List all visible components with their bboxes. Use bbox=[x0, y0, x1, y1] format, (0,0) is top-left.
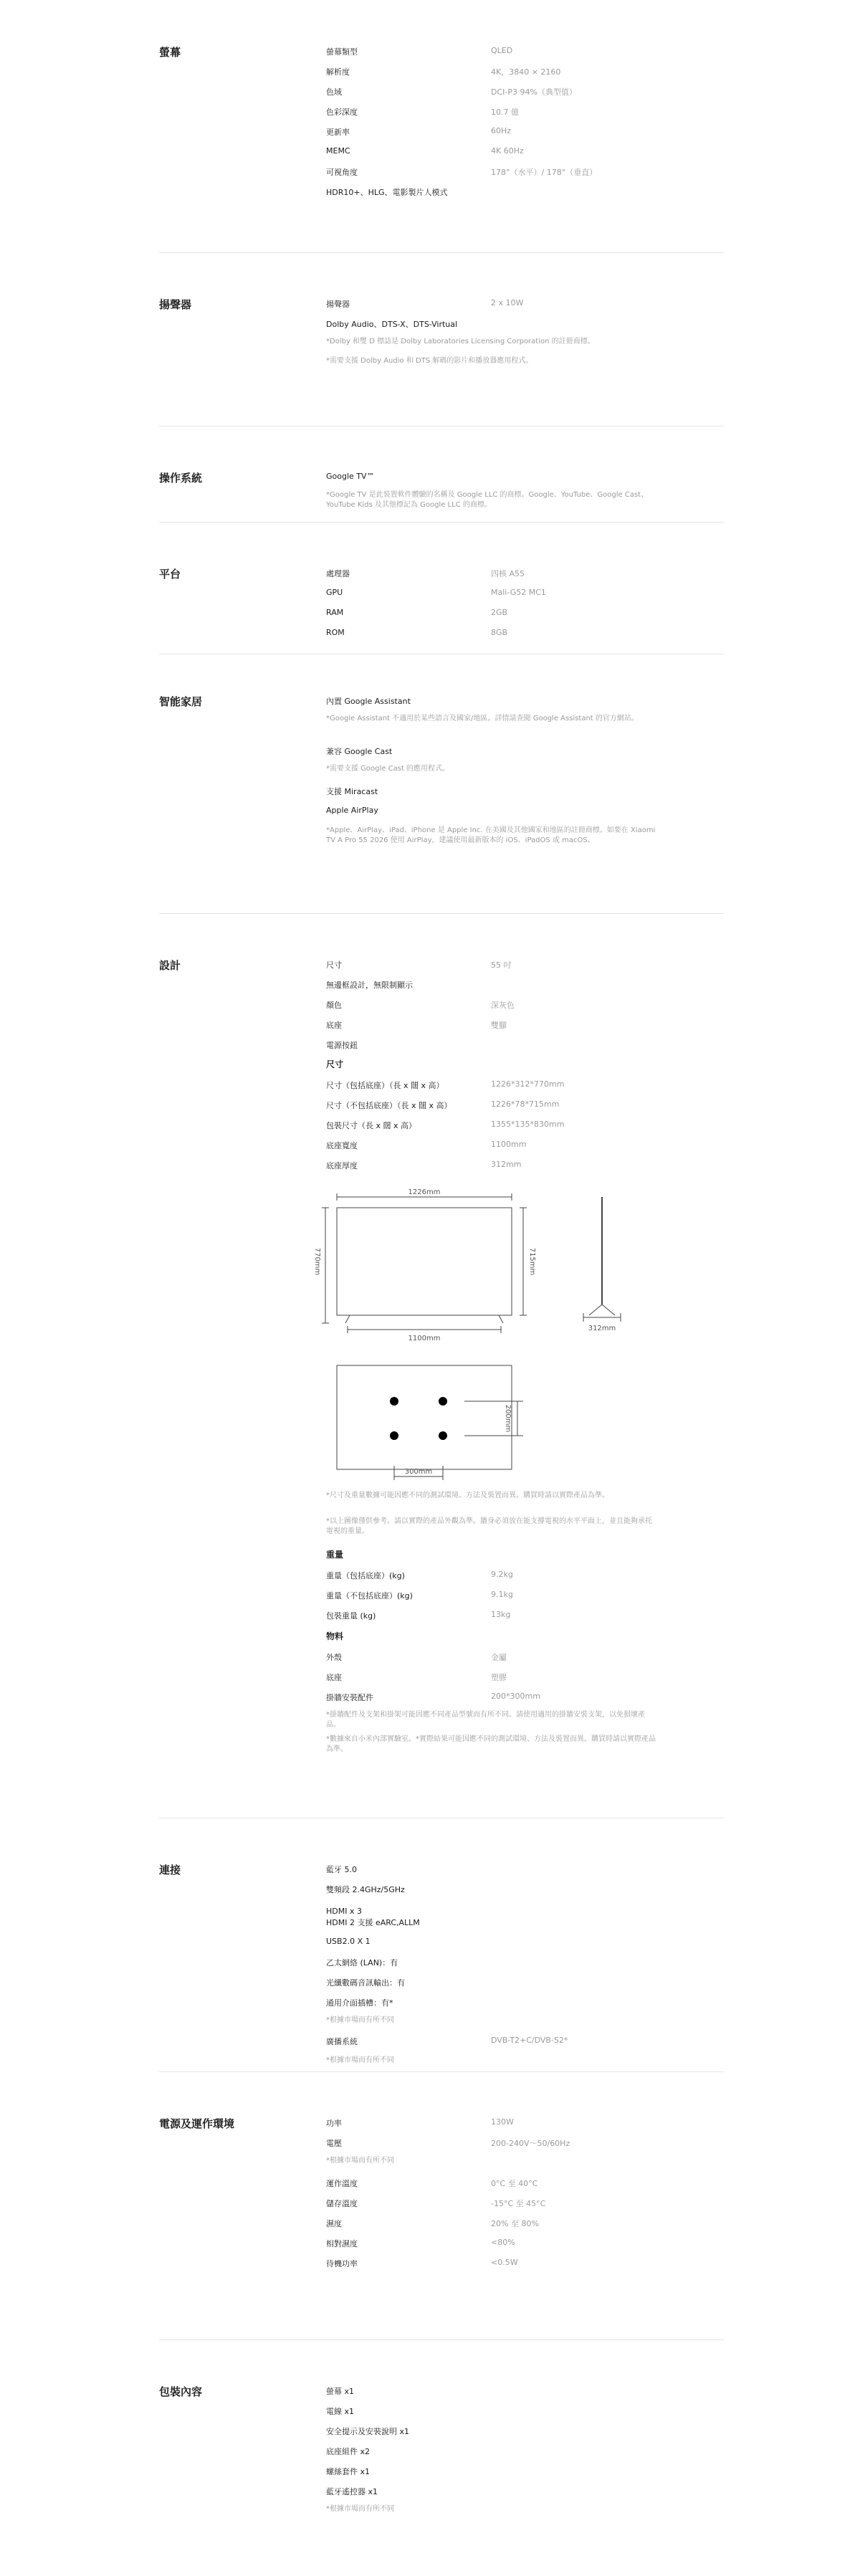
section-title-smart: 智能家居 bbox=[159, 695, 203, 708]
subheading-material: 物料 bbox=[326, 1631, 344, 1641]
spec-label: Dolby Audio、DTS-X、DTS-Virtual bbox=[326, 320, 458, 329]
section-divider bbox=[159, 252, 724, 253]
spec-value: DVB-T2+C/DVB-S2* bbox=[491, 2036, 568, 2045]
spec-value: 深灰色 bbox=[491, 1001, 515, 1010]
footnote: *根據市場而有所不同 bbox=[326, 2016, 394, 2024]
spec-label: HDR10+、HLG、電影製片人模式 bbox=[326, 188, 448, 197]
spec-label: USB2.0 X 1 bbox=[326, 1937, 371, 1946]
spec-value: 2 x 10W bbox=[491, 298, 524, 307]
spec-value: 20% 至 80% bbox=[491, 2219, 539, 2228]
spec-value: Mali-G52 MC1 bbox=[491, 588, 546, 597]
box-item: 底座組件 x2 bbox=[326, 2447, 371, 2456]
spec-label: 掛牆安裝配件 bbox=[326, 1693, 373, 1702]
spec-value: 10.7 億 bbox=[491, 108, 519, 117]
vesa-v-label: 200mm bbox=[504, 1404, 512, 1433]
spec-value: <80% bbox=[491, 2238, 515, 2247]
spec-label: 電源按鈕 bbox=[326, 1041, 358, 1050]
spec-label: 尺寸（包括底座）（長 x 闊 x 高） bbox=[326, 1081, 444, 1090]
spec-label: Google TV™ bbox=[326, 472, 375, 481]
spec-value: 1100mm bbox=[491, 1140, 527, 1149]
spec-label: 底座厚度 bbox=[326, 1161, 358, 1170]
vesa-h-label: 300mm bbox=[404, 1468, 433, 1476]
section-title-os: 操作系統 bbox=[159, 472, 203, 485]
spec-value: 60Hz bbox=[491, 126, 512, 135]
footnote: *尺寸及重量數據可能因應不同的測試環境、方法及裝置而異。購買時請以實際產品為準。 bbox=[326, 1492, 609, 1499]
height-panel-dimension-line bbox=[520, 1208, 527, 1315]
vesa-hole bbox=[439, 1431, 447, 1440]
subheading-weight: 重量 bbox=[326, 1550, 344, 1560]
box-item: 螺絲套件 x1 bbox=[326, 2467, 371, 2476]
stand-width-dimension-line bbox=[348, 1326, 501, 1333]
footnote: *需要支援 Dolby Audio 和 DTS 解碼的影片和播放器應用程式。 bbox=[326, 357, 533, 365]
vesa-hole bbox=[390, 1397, 398, 1406]
box-item: 螢幕 x1 bbox=[326, 2387, 355, 2396]
spec-label: 可視角度 bbox=[326, 168, 358, 177]
footnote: *需要支援 Google Cast 的應用程式。 bbox=[326, 765, 450, 773]
spec-label: MEMC bbox=[326, 146, 350, 156]
spec-value: 四核 A55 bbox=[491, 569, 525, 578]
subheading-size: 尺寸 bbox=[326, 1059, 344, 1069]
spec-value: 9.2kg bbox=[491, 1570, 513, 1579]
spec-label: 支援 Miracast bbox=[326, 787, 378, 796]
spec-label: 相對濕度 bbox=[326, 2239, 358, 2248]
spec-label: 外殼 bbox=[326, 1653, 342, 1662]
spec-label: 螢幕類型 bbox=[326, 47, 358, 57]
spec-label: 待機功率 bbox=[326, 2259, 358, 2269]
height-stand-dimension-line bbox=[322, 1208, 329, 1323]
spec-label: 乙太網絡 (LAN)：有 bbox=[326, 1958, 398, 1967]
spec-label: 儲存溫度 bbox=[326, 2199, 358, 2208]
spec-value: 雙腳 bbox=[491, 1021, 507, 1030]
footnote: *Apple、AirPlay、iPad、iPhone 是 Apple Inc. 在美國及其他國家和地區的註冊商標。如要在 Xiaomi TV A Pro 55 2026 使用 AirPlay，建議使用最新版本的 iOS、iPadOS 或 macOS。 bbox=[326, 826, 656, 844]
spec-label: 顏色 bbox=[326, 1001, 342, 1010]
spec-label: 尺寸（不包括底座）（長 x 闊 x 高） bbox=[326, 1101, 452, 1110]
dimension-diagram bbox=[315, 1183, 659, 1484]
box-item: 安全提示及安裝說明 x1 bbox=[326, 2427, 410, 2436]
tv-front-outline bbox=[337, 1208, 512, 1315]
tv-side-stand bbox=[583, 1304, 621, 1317]
spec-label: 處理器 bbox=[326, 569, 350, 578]
section-divider bbox=[159, 522, 724, 523]
section-title-design: 設計 bbox=[159, 959, 181, 972]
section-title-box: 包裝內容 bbox=[159, 2385, 203, 2398]
footnote: *Google TV 是此裝置軟件體驗的名稱及 Google LLC 的商標。Google、YouTube、Google Cast、YouTube Kids 及其他標記為 Google LLC 的商標。 bbox=[326, 491, 649, 509]
spec-value: 1355*135*830mm bbox=[491, 1120, 565, 1129]
footnote: *根據市場而有所不同 bbox=[326, 2505, 394, 2513]
spec-label: 無邊框設計，無限制顯示 bbox=[326, 981, 413, 990]
spec-label: 濕度 bbox=[326, 2219, 342, 2228]
footnote: *掛牆配件及支架和掛架可能因應不同產品型號而有所不同。請使用適用的掛牆安裝支架，以免損壞產品。 bbox=[326, 1711, 645, 1729]
spec-label: Apple AirPlay bbox=[326, 806, 378, 815]
vesa-hole bbox=[439, 1397, 447, 1406]
spec-value: 0°C 至 40°C bbox=[491, 2179, 538, 2188]
spec-label: 運作溫度 bbox=[326, 2179, 358, 2188]
spec-value: 8GB bbox=[491, 628, 508, 637]
spec-value: 塑膠 bbox=[491, 1673, 507, 1682]
spec-label: 重量（包括底座）(kg) bbox=[326, 1571, 405, 1580]
section-divider bbox=[159, 913, 724, 914]
spec-value: 4K 60Hz bbox=[491, 146, 524, 156]
spec-label: ROM bbox=[326, 628, 345, 637]
stand-width-label: 1100mm bbox=[408, 1335, 441, 1342]
spec-label: 電壓 bbox=[326, 2139, 342, 2148]
spec-value: QLED bbox=[491, 46, 513, 55]
spec-label: 尺寸 bbox=[326, 960, 342, 970]
spec-label: 底座 bbox=[326, 1673, 342, 1682]
spec-label: 更新率 bbox=[326, 128, 350, 137]
spec-label: GPU bbox=[326, 588, 343, 597]
section-title-display: 螢幕 bbox=[159, 46, 181, 59]
section-title-connectivity: 連接 bbox=[159, 1864, 181, 1876]
spec-value: 9.1kg bbox=[491, 1590, 513, 1599]
spec-value: 178°（水平）/ 178°（垂直） bbox=[491, 168, 598, 177]
spec-label: 底座 bbox=[326, 1021, 342, 1030]
spec-label: 重量（不包括底座）(kg) bbox=[326, 1591, 413, 1601]
spec-label: 包裝尺寸（長 x 闊 x 高） bbox=[326, 1121, 417, 1130]
footnote: *根據市場而有所不同 bbox=[326, 2056, 394, 2064]
spec-value: 2GB bbox=[491, 608, 508, 617]
spec-label: 光纖數碼音訊輸出：有 bbox=[326, 1978, 405, 1988]
footnote: *以上圖像僅供參考。請以實際的產品外觀為準。牆身必須放在能支撐電視的水平平面上，並且能夠承托電視的重量。 bbox=[326, 1517, 652, 1535]
spec-label: 藍牙 5.0 bbox=[326, 1865, 357, 1874]
spec-value: 130W bbox=[491, 2117, 514, 2127]
section-title-platform: 平台 bbox=[159, 568, 181, 581]
spec-value: <0.5W bbox=[491, 2258, 518, 2267]
spec-value: -15°C 至 45°C bbox=[491, 2199, 546, 2208]
spec-label: 解析度 bbox=[326, 67, 350, 77]
height-stand-label: 770mm bbox=[313, 1247, 321, 1276]
spec-value: 金屬 bbox=[491, 1653, 507, 1662]
footnote: *數據來自小米內部實驗室。*實際結果可能因應不同的測試環境、方法及裝置而異。購買時請以實際產品為準。 bbox=[326, 1735, 656, 1753]
height-panel-label: 715mm bbox=[528, 1247, 536, 1276]
spec-label: 底座寬度 bbox=[326, 1141, 358, 1150]
footnote: *Google Assistant 不適用於某些語言及國家/地區。詳情請查閱 Google Assistant 的官方網站。 bbox=[326, 715, 639, 722]
width-label: 1226mm bbox=[408, 1188, 441, 1196]
section-title-power: 電源及運作環境 bbox=[159, 2117, 235, 2130]
box-item: 電線 x1 bbox=[326, 2407, 355, 2416]
spec-label: 揚聲器 bbox=[326, 300, 350, 309]
section-title-audio: 揚聲器 bbox=[159, 298, 192, 311]
footnote: *Dolby 和雙 D 標誌是 Dolby Laboratories Licensing Corporation 的註冊商標。 bbox=[326, 338, 595, 345]
spec-value: 1226*312*770mm bbox=[491, 1079, 565, 1089]
vesa-hole bbox=[390, 1431, 398, 1440]
spec-value: 200*300mm bbox=[491, 1692, 540, 1701]
spec-value: 1226*78*715mm bbox=[491, 1099, 560, 1109]
spec-label: 內置 Google Assistant bbox=[326, 697, 411, 706]
spec-value: 200-240V～50/60Hz bbox=[491, 2139, 570, 2148]
spec-label: 功率 bbox=[326, 2119, 342, 2128]
spec-label: HDMI x 3 bbox=[326, 1907, 362, 1916]
spec-label: 通用介面插槽：有* bbox=[326, 1998, 393, 2008]
spec-label: 廣播系統 bbox=[326, 2037, 358, 2046]
box-item: 藍牙遙控器 x1 bbox=[326, 2487, 378, 2496]
section-divider bbox=[159, 2339, 724, 2340]
vesa-v-dimension-line bbox=[464, 1401, 523, 1436]
spec-label: RAM bbox=[326, 608, 344, 617]
footnote: *根據市場而有所不同 bbox=[326, 2157, 394, 2165]
spec-value: 4K，3840 × 2160 bbox=[491, 67, 561, 77]
spec-label: 色彩深度 bbox=[326, 108, 358, 117]
tv-stand-feet bbox=[345, 1315, 503, 1323]
spec-value: 312mm bbox=[491, 1160, 522, 1169]
spec-value: 13kg bbox=[491, 1610, 511, 1619]
spec-label: 色域 bbox=[326, 87, 342, 97]
spec-label: 包裝重量 (kg) bbox=[326, 1611, 376, 1621]
spec-value: DCI-P3 94%（典型值） bbox=[491, 87, 577, 97]
section-divider bbox=[159, 2071, 724, 2072]
tv-back-outline bbox=[337, 1365, 512, 1469]
stand-depth-label: 312mm bbox=[588, 1325, 616, 1332]
spec-label: 雙頻段 2.4GHz/5GHz bbox=[326, 1885, 405, 1894]
spec-label: HDMI 2 支援 eARC,ALLM bbox=[326, 1918, 420, 1927]
spec-value: 55 吋 bbox=[491, 960, 512, 970]
spec-label: 兼容 Google Cast bbox=[326, 747, 393, 756]
